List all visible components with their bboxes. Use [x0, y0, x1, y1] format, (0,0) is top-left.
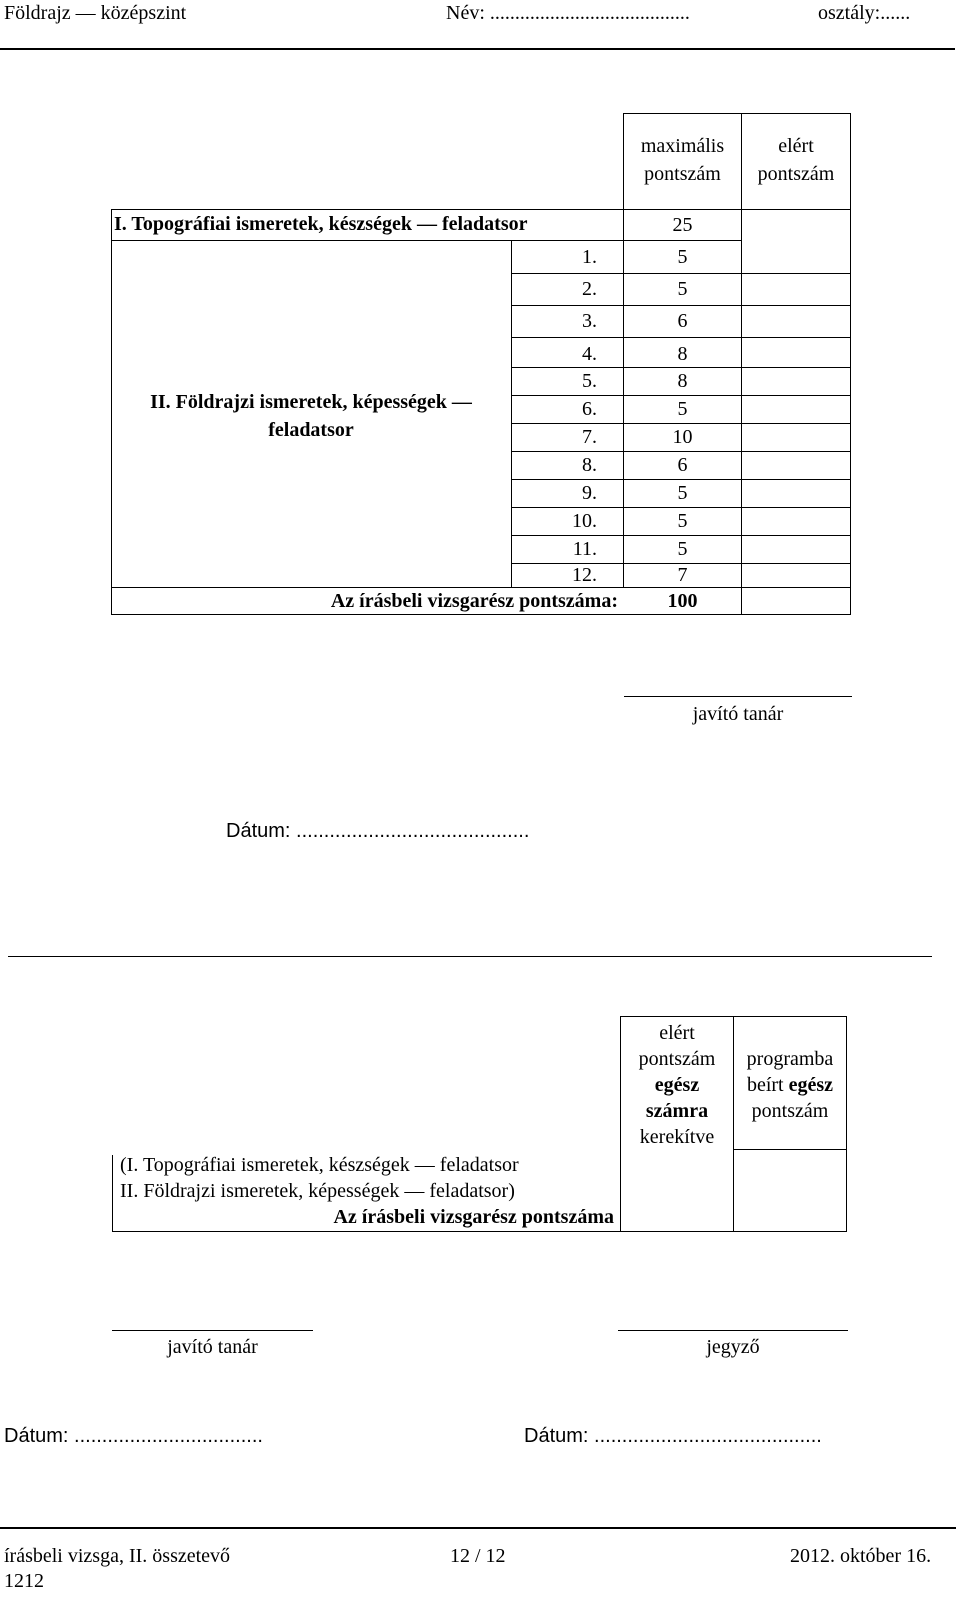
header-class-field[interactable]: osztály:......: [818, 2, 911, 24]
task-achieved-score-cell[interactable]: [742, 273, 850, 305]
section-separator: [8, 956, 932, 957]
section1-label: I. Topográfiai ismeretek, készségek — feladatsor: [114, 213, 528, 235]
t2-col1-line5: kerekítve: [639, 1126, 715, 1148]
t2-row-line2: II. Földrajzi ismeretek, képességek — feladatsor): [120, 1180, 515, 1202]
task-number: 10.: [572, 510, 597, 532]
task-max-score: 6: [677, 310, 688, 332]
col-max-line1: maximális: [640, 135, 725, 157]
task-achieved-score-cell[interactable]: [742, 479, 850, 507]
task-number: 12.: [572, 564, 597, 586]
task-max-score: 8: [677, 343, 688, 365]
task-achieved-score-cell[interactable]: [742, 423, 850, 451]
footer-left: írásbeli vizsga, II. összetevő: [4, 1545, 231, 1567]
task-achieved-score-cell[interactable]: [742, 451, 850, 479]
task-achieved-score-cell[interactable]: [742, 563, 850, 587]
date-field-left[interactable]: Dátum: ..................................: [4, 1425, 263, 1447]
task-achieved-score-cell[interactable]: [742, 241, 850, 273]
task-row-divider: [511, 337, 851, 338]
section2-label-line2: feladatsor: [268, 419, 354, 441]
footer-date: 2012. október 16.: [790, 1545, 932, 1567]
task-max-score: 8: [677, 370, 688, 392]
date-field-right[interactable]: Dátum: .........................................: [524, 1425, 822, 1447]
task-max-score: 6: [677, 454, 688, 476]
task-max-score: 10: [672, 426, 693, 448]
col-max-line2: pontszám: [644, 163, 721, 185]
task-achieved-score-cell[interactable]: [742, 535, 850, 563]
task-number: 5.: [582, 370, 597, 392]
teacher-signature-label: javító tanár: [167, 1336, 258, 1358]
task-max-score: 7: [677, 564, 688, 586]
task-achieved-score-cell[interactable]: [742, 305, 850, 337]
t2-col1-line2: pontszám: [638, 1048, 716, 1070]
task-number: 11.: [572, 538, 597, 560]
t2-col1-line4: számra: [645, 1100, 709, 1122]
task-achieved-score-cell[interactable]: [742, 395, 850, 423]
t2-col1-line3: egész: [654, 1074, 700, 1096]
task-number: 4.: [582, 343, 597, 365]
task-max-score: 5: [677, 482, 688, 504]
task-max-score: 5: [677, 278, 688, 300]
header-subject: Földrajz — középszint: [4, 2, 187, 24]
task-achieved-score-cell[interactable]: [742, 367, 850, 395]
footer-rule: [0, 1527, 956, 1529]
t2-col2-line3: pontszám: [751, 1100, 829, 1122]
teacher-signature-line[interactable]: [112, 1330, 313, 1331]
teacher-sign-line[interactable]: [624, 696, 852, 697]
task-max-score: 5: [677, 538, 688, 560]
task-number: 3.: [582, 310, 597, 332]
notary-signature-line[interactable]: [618, 1330, 848, 1331]
teacher-sign-label: javító tanár: [692, 703, 784, 725]
task-number: 7.: [582, 426, 597, 448]
task-achieved-score-cell[interactable]: [742, 507, 850, 535]
task-number: 1.: [582, 246, 597, 268]
col-achieved-line1: elért: [778, 135, 814, 157]
t2-col1-line1: elért: [659, 1022, 695, 1044]
date-field-1[interactable]: Dátum: ..........................................: [226, 820, 530, 842]
task-number: 8.: [582, 454, 597, 476]
task-achieved-score-cell[interactable]: [742, 340, 850, 367]
task-number: 9.: [582, 482, 597, 504]
header-name-field[interactable]: Név: ........................................: [446, 2, 690, 24]
footer-page: 12 / 12: [450, 1545, 506, 1567]
task-max-score: 5: [677, 246, 688, 268]
col-achieved-line2: pontszám: [757, 163, 835, 185]
t2-col2-line1: programba: [746, 1048, 834, 1070]
task-max-score: 5: [677, 398, 688, 420]
total-label: Az írásbeli vizsgarész pontszáma:: [330, 590, 618, 612]
t2-row-line3: Az írásbeli vizsgarész pontszáma: [333, 1206, 614, 1228]
section2-label-line1: II. Földrajzi ismeretek, képességek —: [150, 391, 472, 413]
header-rule: [0, 48, 955, 50]
t2-col2-line2: beírt egész: [746, 1074, 834, 1096]
task-number: 2.: [582, 278, 597, 300]
task-number: 6.: [582, 398, 597, 420]
total-max: 100: [667, 590, 698, 612]
t2-row-line1: (I. Topográfiai ismeretek, készségek — feladatsor: [120, 1154, 519, 1176]
footer-code: 1212: [4, 1570, 44, 1592]
notary-signature-label: jegyző: [706, 1336, 760, 1358]
section1-max: 25: [672, 214, 693, 236]
task-max-score: 5: [677, 510, 688, 532]
